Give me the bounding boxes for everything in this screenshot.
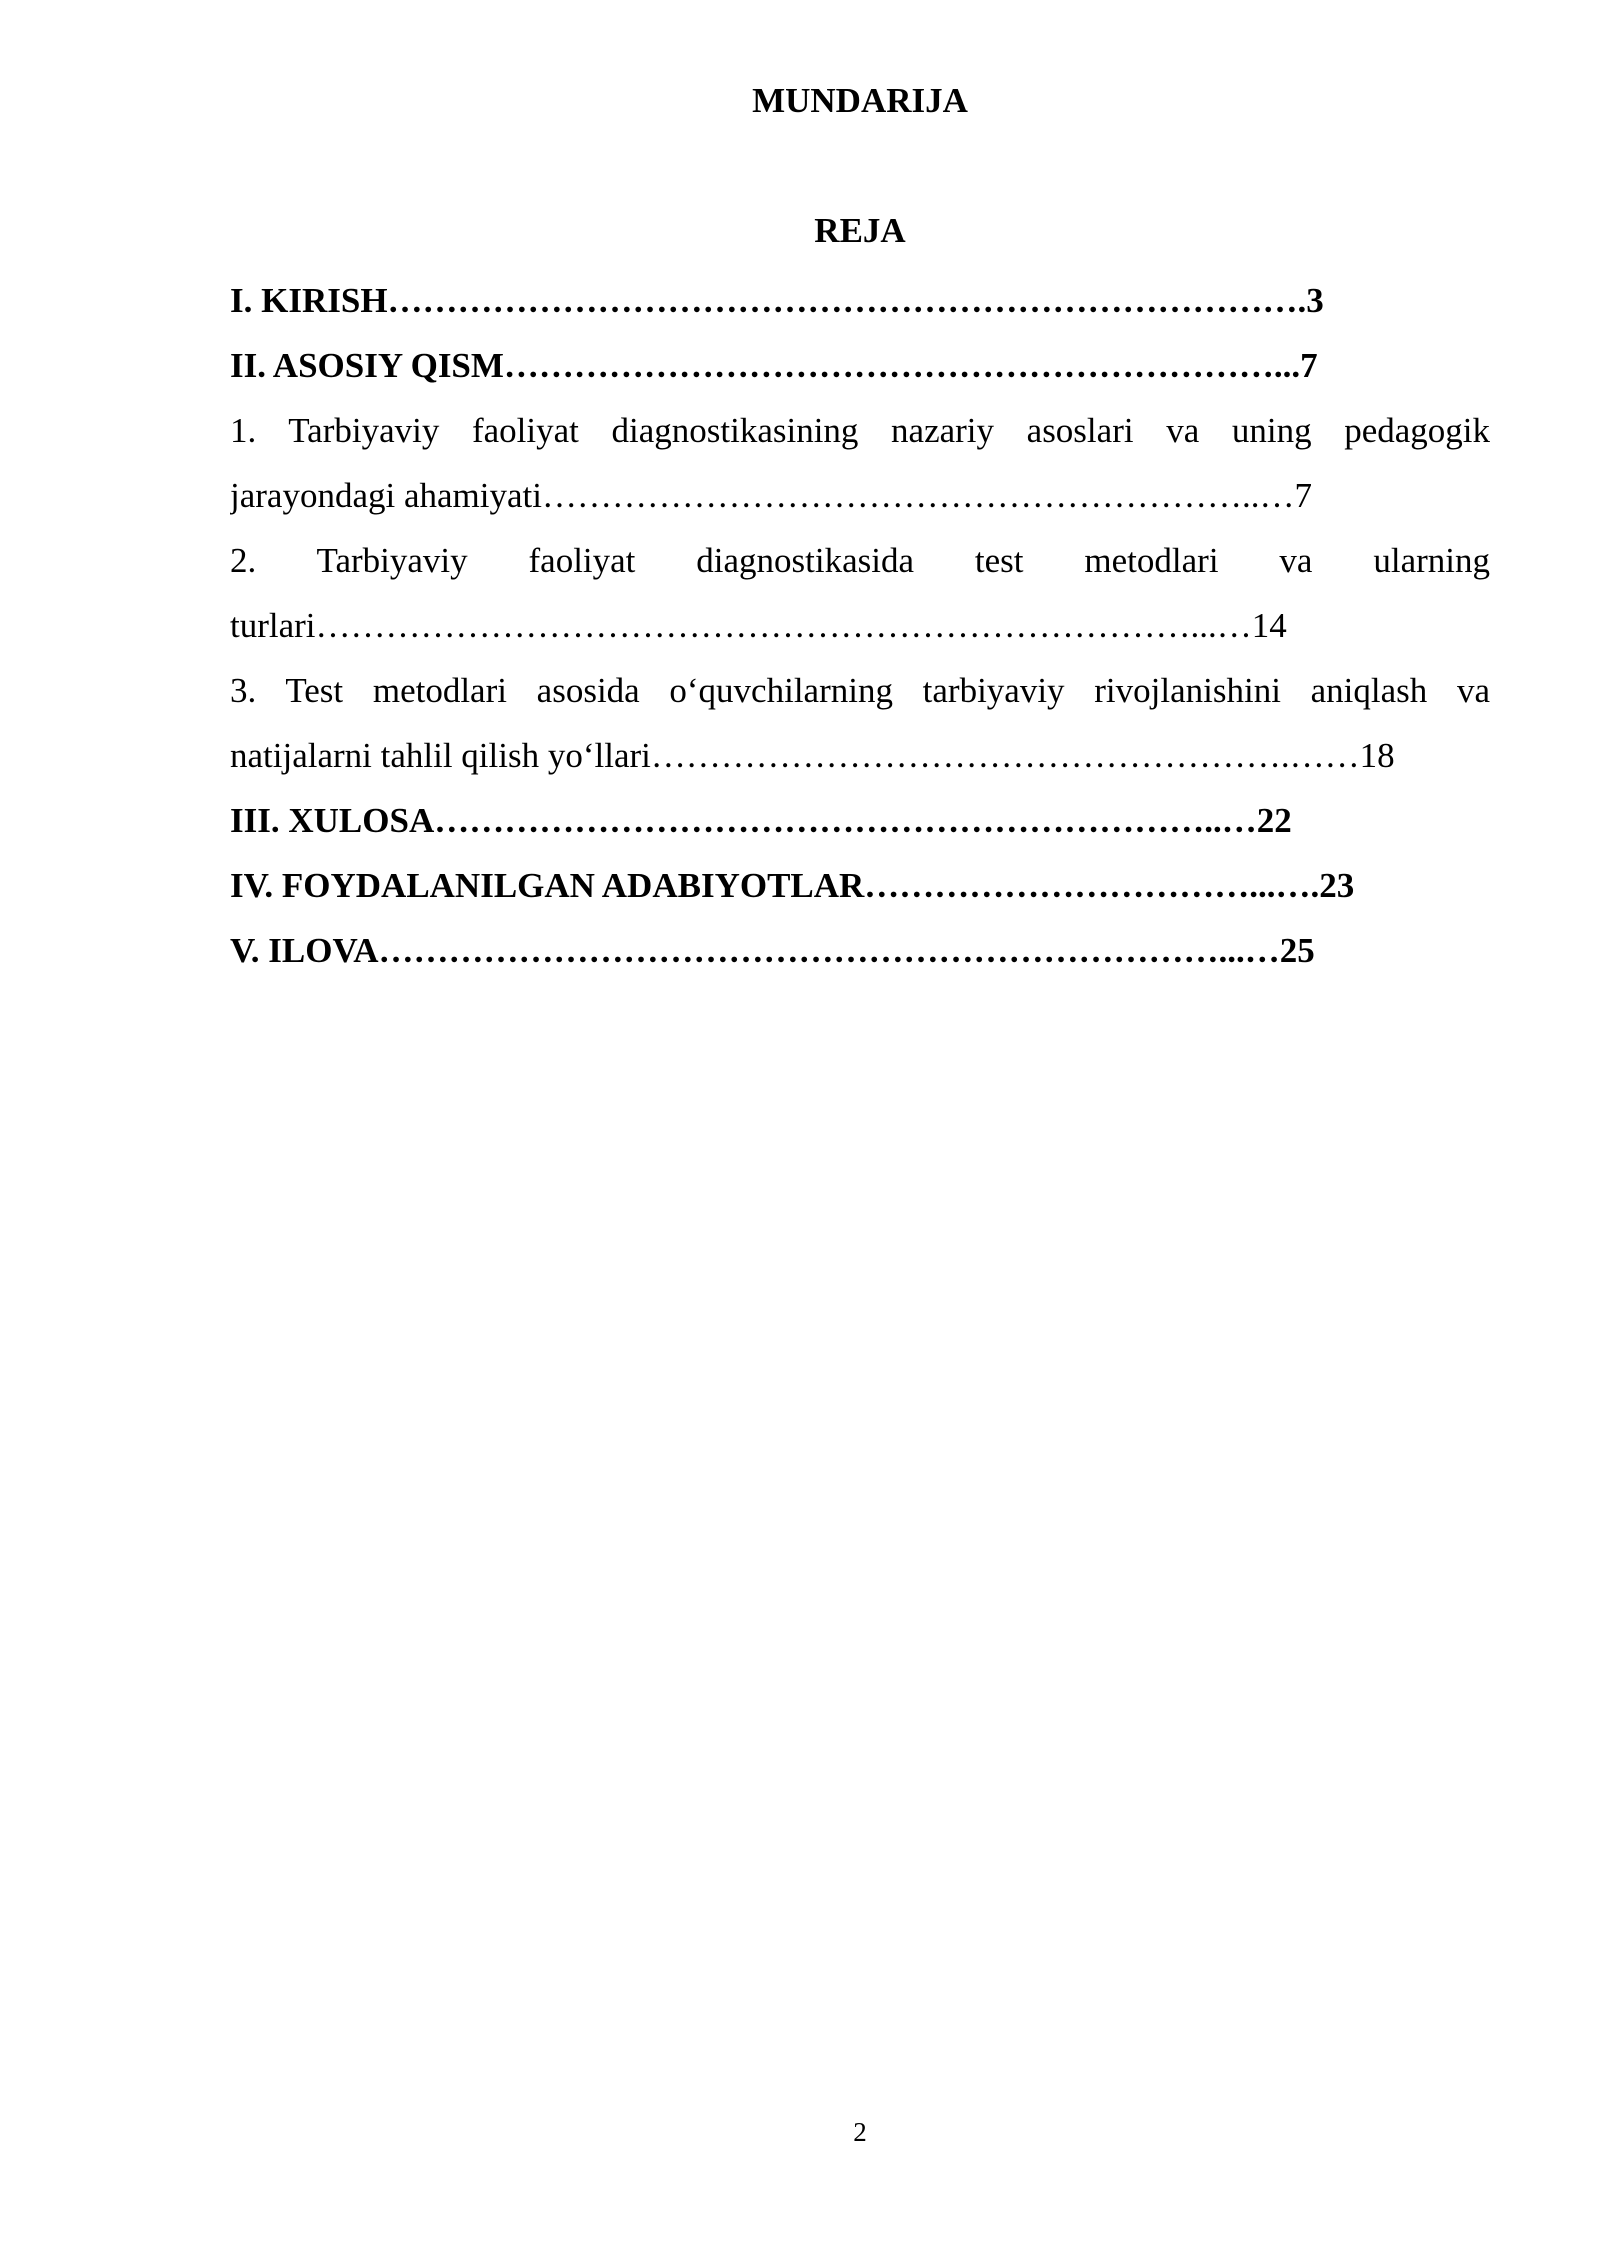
toc-entry-appendix: V. ILOVA………………………………………………………………...…25 [230, 931, 1315, 970]
toc-entry-section-1-line-1: 1. Tarbiyaviy faoliyat diagnostikasining nazariy asoslari va uning pedagogik [230, 411, 1490, 450]
toc-entry-section-2-line-1: 2. Tarbiyaviy faoliyat diagnostikasida test metodlari va ularning [230, 541, 1490, 580]
table-of-contents [230, 268, 1490, 983]
toc-entry-main-part: II. ASOSIY QISM…………………………………………………………...7 [230, 346, 1318, 385]
toc-entry-section-3-line-2: natijalarni tahlil qilish yo‘llari……………………………………………….……18 [230, 736, 1395, 775]
toc-entry-section-3-line-1: 3. Test metodlari asosida o‘quvchilarning tarbiyaviy rivojlanishini aniqlash va [230, 671, 1490, 710]
document-title: MUNDARIJA [752, 81, 968, 120]
toc-entry-introduction: I. KIRISH…………………………………………………………………….3 [230, 281, 1324, 320]
toc-entry-section-1-line-2: jarayondagi ahamiyati……………………………………………………..…7 [230, 476, 1312, 515]
toc-entry-conclusion: III. XULOSA…………………………………………………………..…22 [230, 801, 1292, 840]
toc-entry-section-2-line-2: turlari…………………………………………………………………...…14 [230, 606, 1287, 645]
page-number: 2 [853, 2117, 867, 2147]
toc-entry-references: IV. FOYDALANILGAN ADABIYOTLAR……………………………...….23 [230, 866, 1355, 905]
plan-title: REJA [814, 211, 906, 250]
